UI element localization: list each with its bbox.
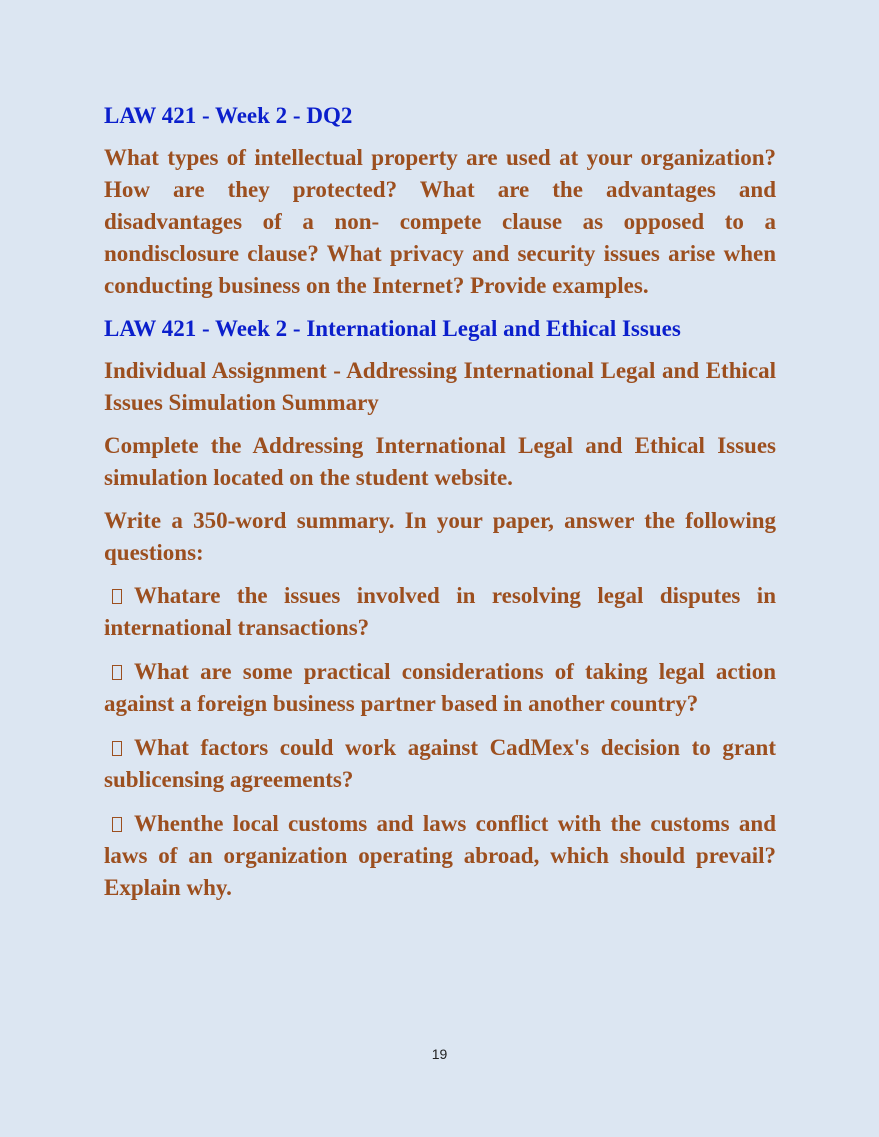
bullet-box-icon xyxy=(112,665,122,680)
bullet-text: What are some practical considerations of taking legal action against a foreign business partner based in another country? xyxy=(104,659,776,716)
bullet-item xyxy=(104,808,776,904)
document-body xyxy=(104,100,776,916)
bullet-item xyxy=(104,656,776,720)
bullet-box-icon xyxy=(112,741,122,756)
bullet-text: Whatare the issues involved in resolving legal disputes in international transactions? xyxy=(104,583,776,640)
bullet-box-icon xyxy=(112,817,122,832)
bullet-text: Whenthe local customs and laws conflict with the customs and laws of an organization operating abroad, which should prevail? Explain why. xyxy=(104,811,776,900)
summary-instructions-paragraph: Write a 350-word summary. In your paper, answer the following questions: xyxy=(104,508,776,565)
page-number: 19 xyxy=(431,1046,448,1062)
heading-dq2: LAW 421 - Week 2 - DQ2 xyxy=(104,103,353,128)
bullet-text: What factors could work against CadMex's decision to grant sublicensing agreements? xyxy=(104,735,776,792)
heading-international-legal-ethical: LAW 421 - Week 2 - International Legal and Ethical Issues xyxy=(104,316,681,341)
dq2-question-paragraph: What types of intellectual property are used at your organization? How are they protected? What are the advantages and disadvantages of a non- compete clause as opposed to a nondisclosure clause? What privacy and security issues arise when conducting business on the Internet? Provide examples. xyxy=(104,145,776,298)
bullet-box-icon xyxy=(112,589,122,604)
instructions-paragraph: Complete the Addressing International Legal and Ethical Issues simulation located on the student website. xyxy=(104,433,776,490)
assignment-title-paragraph: Individual Assignment - Addressing International Legal and Ethical Issues Simulation Summary xyxy=(104,358,776,415)
bullet-item xyxy=(104,732,776,796)
bullet-item xyxy=(104,580,776,644)
